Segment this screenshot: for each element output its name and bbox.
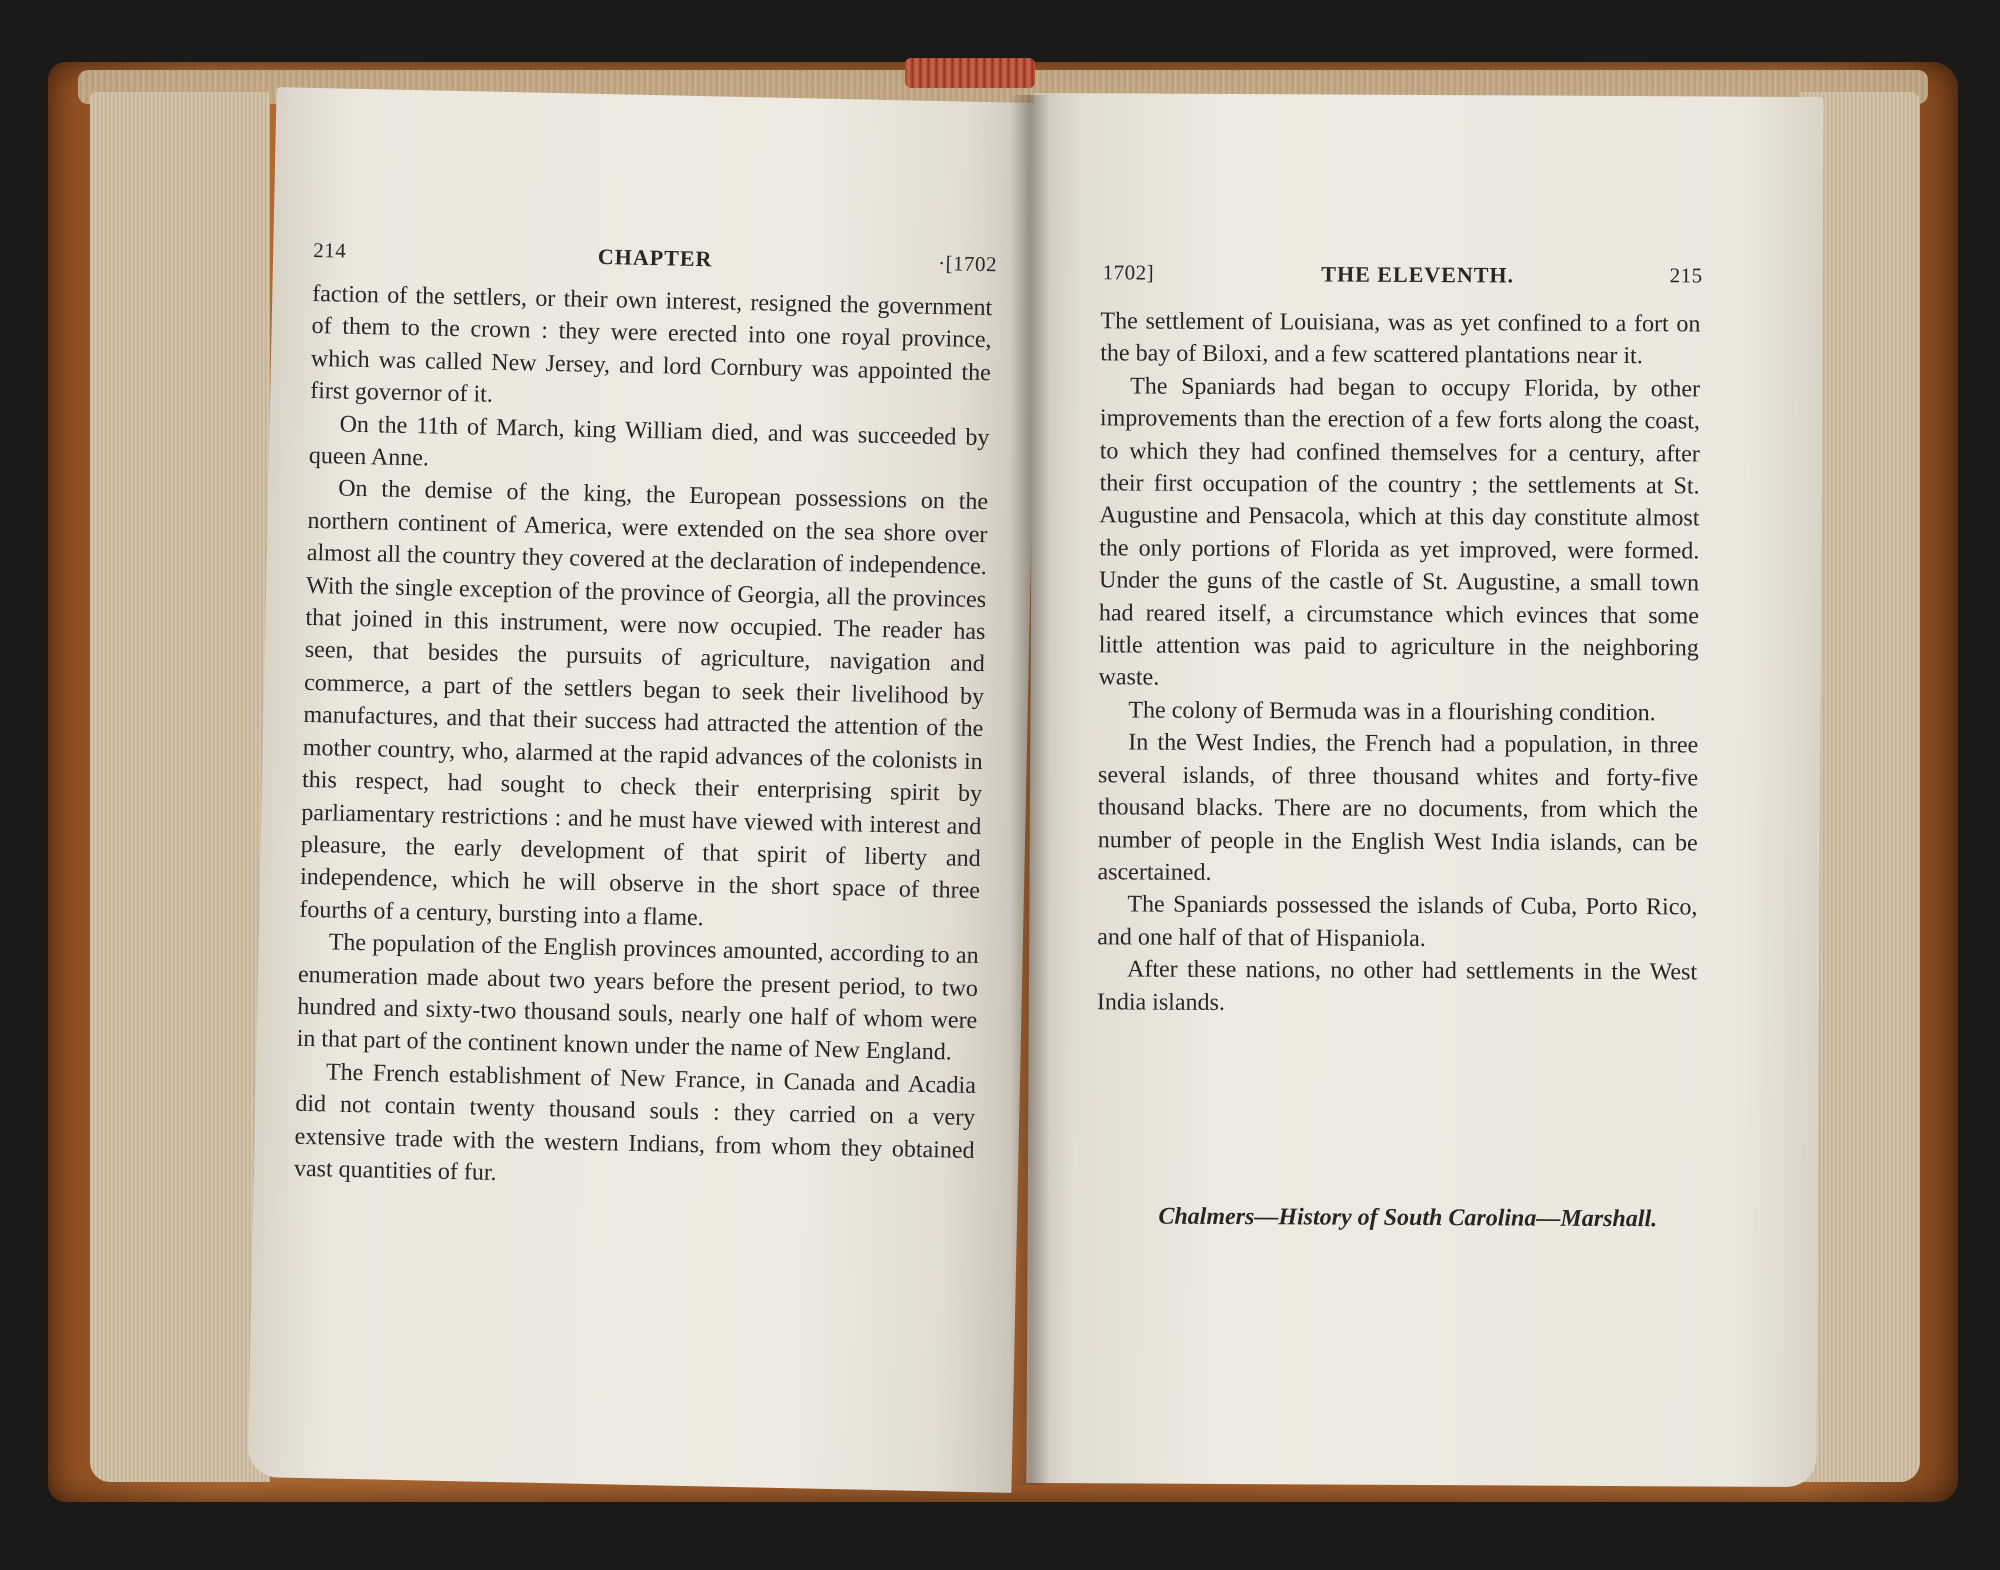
left-running-title: CHAPTER	[597, 243, 713, 272]
right-body-text	[1097, 305, 1701, 1021]
headband	[905, 58, 1035, 88]
right-year: 1702]	[1102, 260, 1155, 285]
paragraph: On the demise of the king, the European possessions on the northern continent of America, were extended on the sea shore over almost all the country they covered at the declaration of independence. With the single exception of the province of Georgia, all the provinces that joined in this instrument, were now occupied. The reader has seen, that besides the pursuits of agriculture, navigation and commerce, a part of the settlers began to seek their livelihood by manufactures, and that their success had attracted the attention of the mother country, who, alarmed at the rapid advances of the colonists in this respect, had sought to check their enterprising spirit by parliamentary restrictions : and he must have viewed with interest and pleasure, the early development of that spirit of liberty and independence, which he will observe in the short space of three fourths of a century, bursting into a flame.	[299, 475, 989, 931]
paragraph: The settlement of Louisiana, was as yet confined to a fort on the bay of Biloxi, and a few scattered plantations near it.	[1100, 308, 1701, 370]
source-citation: Chalmers—History of South Carolina—Marshall.	[1158, 1203, 1658, 1233]
paragraph: The Spaniards possessed the islands of Cuba, Porto Rico, and one half of that of Hispaniola.	[1097, 891, 1698, 952]
left-year: ·[1702	[937, 251, 998, 277]
right-running-title: THE ELEVENTH.	[1321, 261, 1515, 288]
paragraph: The colony of Bermuda was in a flourishing condition.	[1128, 697, 1656, 727]
left-running-head	[273, 237, 1037, 277]
paragraph: On the 11th of March, king William died, and was succeeded by queen Anne.	[308, 411, 990, 472]
left-body-text	[294, 278, 993, 1199]
right-page-number: 215	[1669, 263, 1703, 288]
book-gutter	[1010, 95, 1050, 1485]
left-page-number: 214	[312, 237, 347, 263]
paragraph: The Spaniards had began to occupy Florida, by other improvements than the erection of a few forts along the coast, to which they had confined themselves for a century, after their first occupation of the country ; the settlements at St. Augustine and Pensacola, which at this day constitute almost the only portions of Florida as yet improved, were formed. Under the guns of the castle of St. Augustine, a small town had reared itself, a circumstance which evinces that some little attention was paid to agriculture in the neighboring waste.	[1098, 373, 1701, 692]
left-page	[248, 87, 1041, 1493]
left-page-stack	[90, 92, 270, 1482]
right-running-head	[1033, 260, 1823, 288]
paragraph: In the West Indies, the French had a population, in three several islands, of three thousand whites and forty-five thousand blacks. There are no documents, from which the number of people in the English West India islands, can be ascertained.	[1097, 729, 1699, 886]
paragraph: The French establishment of New France, in Canada and Acadia did not contain twenty thousand souls : they carried on a very extensive trade with the western Indians, from whom they obtained vast quantities of fur.	[293, 1059, 977, 1186]
paragraph: The population of the English provinces amounted, according to an enumeration made about two years before the present period, to two hundred and sixty-two thousand souls, nearly one half of whom were in that part of the continent known under the name of New England.	[296, 929, 979, 1066]
right-page	[1026, 93, 1823, 1487]
paragraph: faction of the settlers, or their own interest, resigned the government of them to the crown : they were erected into one royal province, which was called New Jersey, and lord Cornbury was appointed the first governor of it.	[310, 280, 993, 408]
paragraph: After these nations, no other had settlements in the West India islands.	[1096, 956, 1698, 1016]
